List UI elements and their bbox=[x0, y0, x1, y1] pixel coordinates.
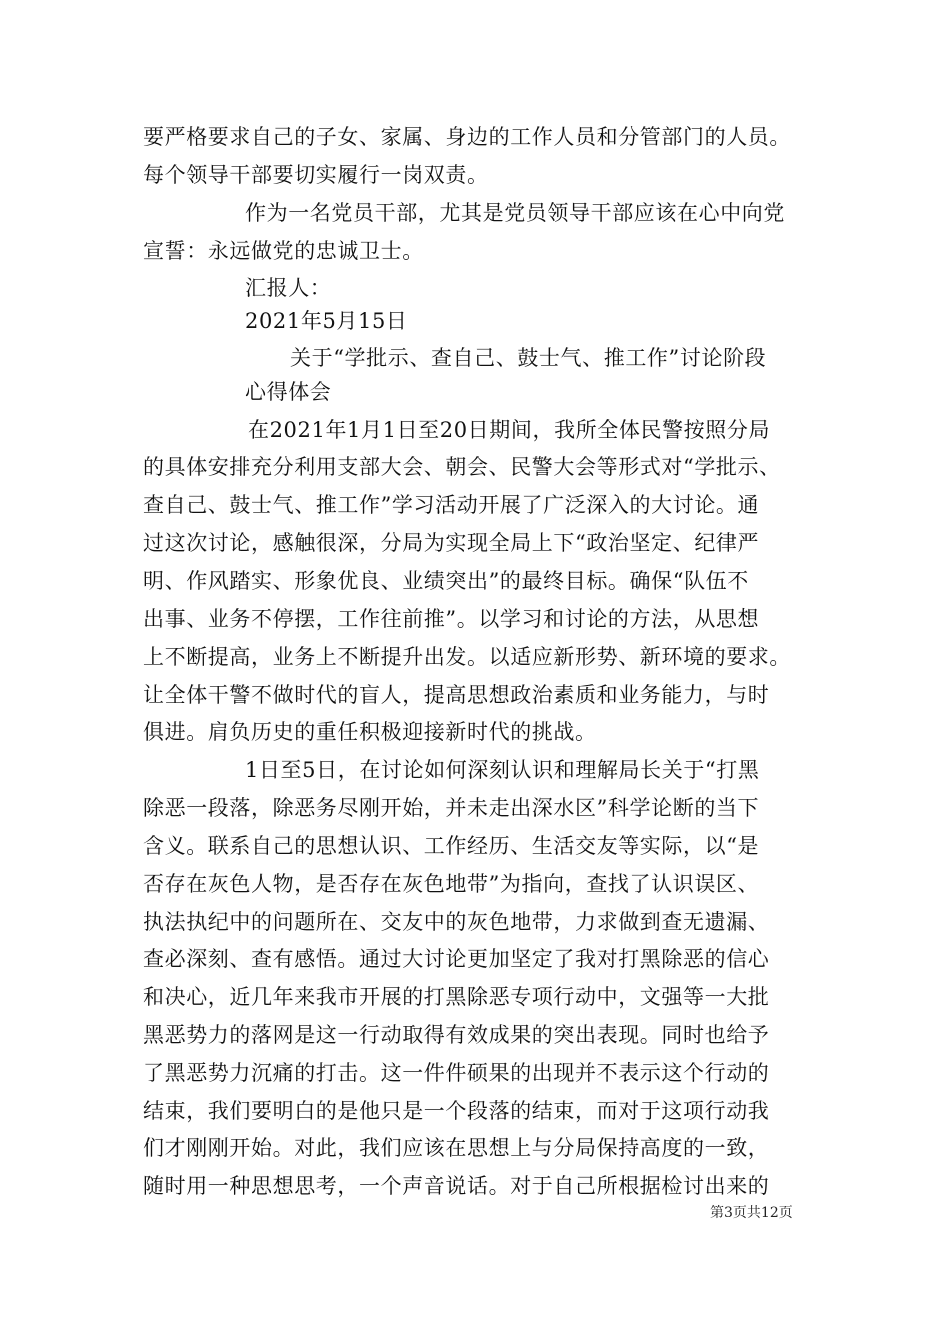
text-line: 俱进。肩负历史的重任积极迎接新时代的挑战。 bbox=[143, 720, 597, 744]
text-line: 宣誓：永远做党的忠诚卫士。 bbox=[143, 239, 424, 263]
text-line: 每个领导干部要切实履行一岗双责。 bbox=[143, 163, 489, 187]
text-line: 黑恶势力的落网是这一行动取得有效成果的突出表现。同时也给予 bbox=[143, 1023, 770, 1047]
section-title-cont: 心得体会 bbox=[245, 380, 332, 404]
text-line: 除恶一段落，除恶务尽刚开始，并未走出深水区”科学论断的当下 bbox=[143, 796, 760, 820]
section-title: 关于“学批示、查自己、鼓士气、推工作”讨论阶段 bbox=[290, 346, 767, 370]
text-line: 执法执纪中的问题所在、交友中的灰色地带，力求做到查无遗漏、 bbox=[143, 910, 770, 934]
text-line: 和决心，近几年来我市开展的打黑除恶专项行动中，文强等一大批 bbox=[143, 985, 770, 1009]
text-line: 上不断提高，业务上不断提升出发。以适应新形势、新环境的要求。 bbox=[143, 645, 791, 669]
text-line: 过这次讨论，感触很深，分局为实现全局上下“政治坚定、纪律严 bbox=[143, 531, 760, 555]
text-line: 1日至5日，在讨论如何深刻认识和理解局长关于“打黑 bbox=[245, 758, 760, 782]
report-date: 2021年5月15日 bbox=[245, 309, 408, 333]
reporter-label: 汇报人： bbox=[245, 276, 332, 300]
text-line: 出事、业务不停摆，工作往前推”。以学习和讨论的方法，从思想 bbox=[143, 607, 760, 631]
text-line: 查必深刻、查有感悟。通过大讨论更加坚定了我对打黑除恶的信心 bbox=[143, 947, 770, 971]
text-line: 的具体安排充分利用支部大会、朝会、民警大会等形式对“学批示、 bbox=[143, 455, 781, 479]
text-line: 明、作风踏实、形象优良、业绩突出”的最终目标。确保“队伍不 bbox=[143, 569, 749, 593]
text-line: 随时用一种思想思考，一个声音说话。对于自己所根据检讨出来的 bbox=[143, 1174, 770, 1198]
text-line: 让全体干警不做时代的盲人，提高思想政治素质和业务能力，与时 bbox=[143, 683, 770, 707]
text-line: 结束，我们要明白的是他只是一个段落的结束，而对于这项行动我 bbox=[143, 1099, 770, 1123]
text-line: 作为一名党员干部，尤其是党员领导干部应该在心中向党 bbox=[245, 201, 785, 225]
text-line: 否存在灰色人物，是否存在灰色地带”为指向，查找了认识误区、 bbox=[143, 872, 760, 896]
text-line: 在2021年1月1日至20日期间，我所全体民警按照分局 bbox=[248, 418, 771, 442]
text-line: 要严格要求自己的子女、家属、身边的工作人员和分管部门的人员。 bbox=[143, 125, 791, 149]
page-number: 第3页共12页 bbox=[710, 1205, 793, 1221]
text-line: 含义。联系自己的思想认识、工作经历、生活交友等实际，以“是 bbox=[143, 834, 760, 858]
text-line: 们才刚刚开始。对此，我们应该在思想上与分局保持高度的一致， bbox=[143, 1136, 770, 1160]
text-line: 了黑恶势力沉痛的打击。这一件件硕果的出现并不表示这个行动的 bbox=[143, 1061, 770, 1085]
text-line: 查自己、鼓士气、推工作”学习活动开展了广泛深入的大讨论。通 bbox=[143, 493, 760, 517]
